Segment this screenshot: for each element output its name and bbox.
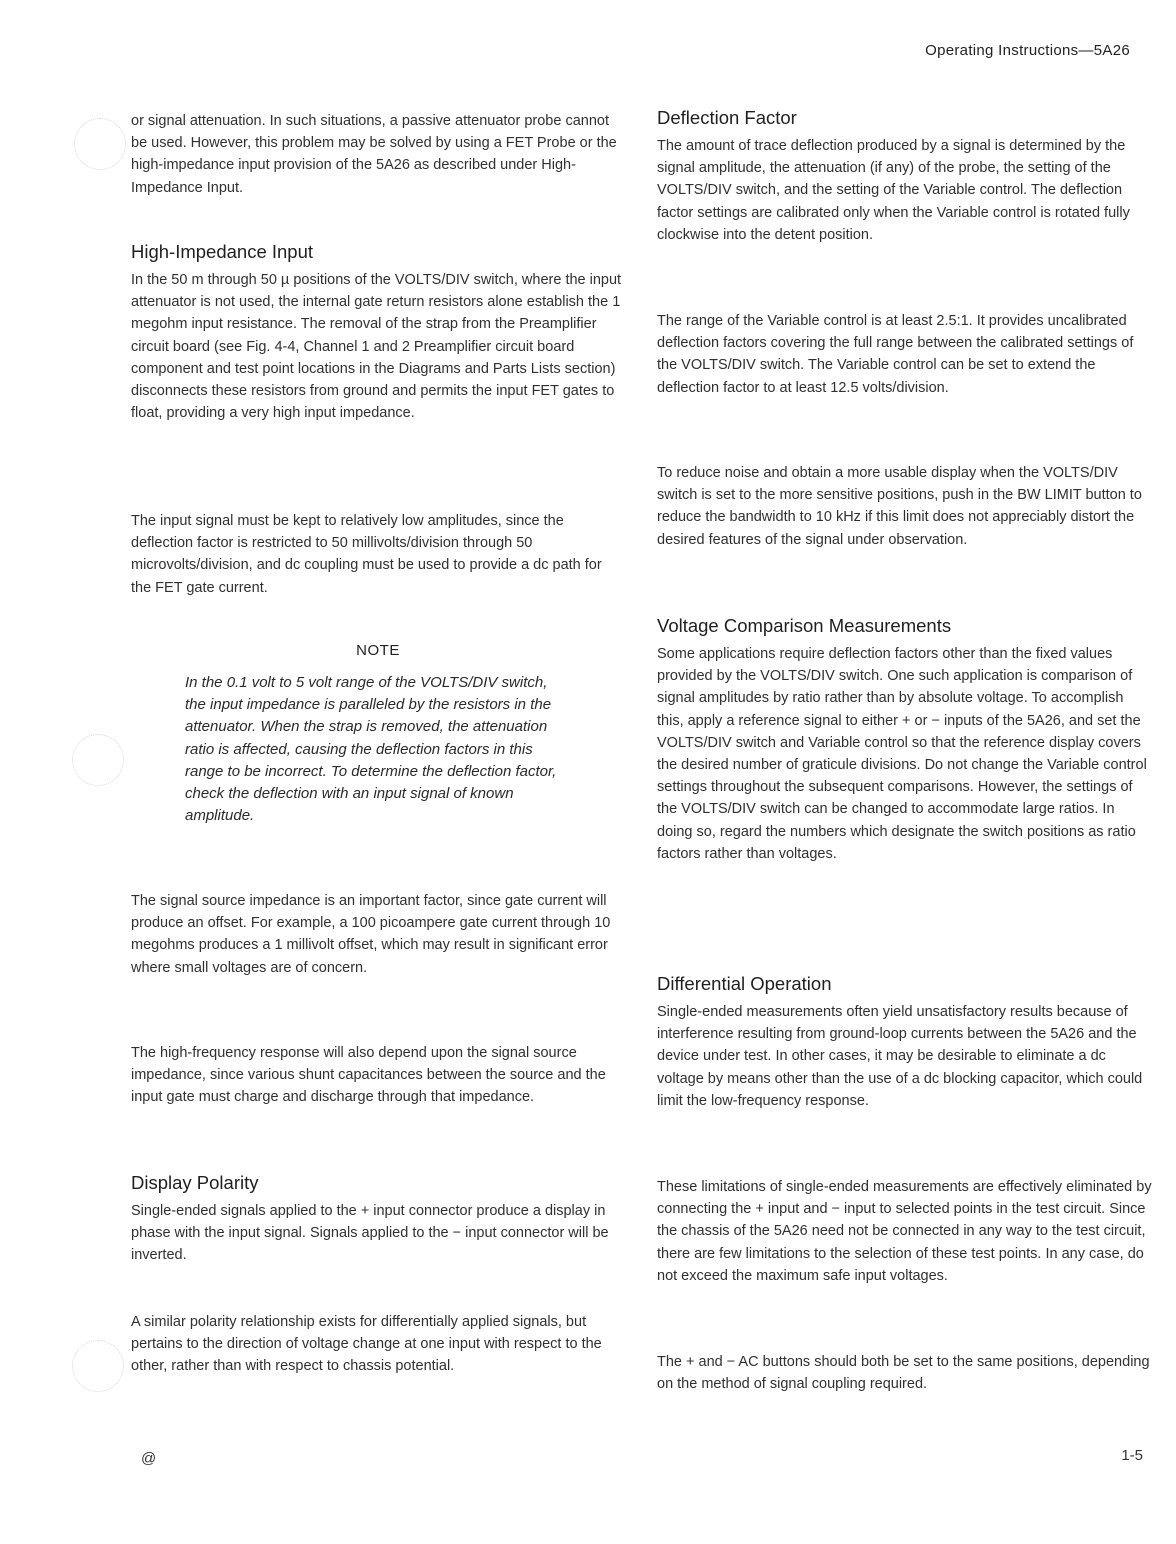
- note-title: NOTE: [356, 642, 400, 659]
- high-impedance-paragraph-2: The input signal must be kept to relatively low amplitudes, since the deflection factor is restricted to 50 millivolts/division through 50 microvolts/division, and dc coupling must be used to provide a dc path for the FET gate current.: [131, 513, 602, 596]
- page-number: 1-5: [1121, 1447, 1143, 1464]
- section-high-impedance: [131, 240, 625, 424]
- differential-operation-paragraph-3-block: [657, 1351, 1153, 1395]
- intro-paragraph: or signal attenuation. In such situations, a passive attenuator probe cannot be used. However, this problem may be solved by using a FET Probe or the high-impedance input provision of the 5A26 as described under High-Impedance Input.: [131, 113, 617, 196]
- section-differential-operation: [657, 972, 1153, 1112]
- intro-block: [131, 110, 625, 199]
- display-polarity-paragraph-2: A similar polarity relationship exists for differentially applied signals, but pertains to the direction of voltage change at one input with respect to the other, rather than with respect to chassis potential.: [131, 1314, 602, 1375]
- display-polarity-paragraph-2-block: [131, 1311, 625, 1378]
- voltage-comparison-paragraph-1: Some applications require deflection factors other than the fixed values provided by the VOLTS/DIV switch. One such application is comparison of signal amplitudes by ratio rather than by absolute voltage. To accomplish this, apply a reference signal to either + or − inputs of the 5A26, and set the VOLTS/DIV switch and Variable control so that the reference display covers the desired number of graticule divisions. Do not change the Variable control settings throughout the subsequent comparisons. However, the settings of the VOLTS/DIV switch can be changed to accommodate large ratios. In doing so, regard the numbers which designate the switch positions as ratio factors rather than voltages.: [657, 646, 1147, 862]
- punch-hole-top: [74, 118, 126, 170]
- heading-high-impedance: High-Impedance Input: [131, 241, 314, 262]
- deflection-factor-paragraph-1: The amount of trace deflection produced by a signal is determined by the signal amplitude, the attenuation (if any) of the probe, the setting of the VOLTS/DIV switch, and the setting of the Variable control. The deflection factor settings are calibrated only when the Variable control is rotated fully clockwise into the detent position.: [657, 138, 1130, 243]
- differential-operation-paragraph-2: These limitations of single-ended measurements are effectively eliminated by connecting the + input and − input to selected points in the test circuit. Since the chassis of the 5A26 need not be connected in any way to the test circuit, there are few limitations to the selection of these test points. In any case, do not exceed the maximum safe input voltages.: [657, 1179, 1152, 1284]
- high-impedance-paragraph-3-block: [131, 890, 625, 979]
- deflection-factor-paragraph-3: To reduce noise and obtain a more usable display when the VOLTS/DIV switch is set to the more sensitive positions, push in the BW LIMIT button to reduce the bandwidth to 10 kHz if this limit does not appreciably distort the desired features of the signal under observation.: [657, 465, 1142, 548]
- running-head: Operating Instructions—5A26: [925, 42, 1130, 59]
- deflection-factor-paragraph-3-block: [657, 462, 1153, 551]
- differential-operation-paragraph-3: The + and − AC buttons should both be set to the same positions, depending on the method of signal coupling required.: [657, 1354, 1150, 1393]
- section-display-polarity: [131, 1171, 625, 1267]
- differential-operation-paragraph-2-block: [657, 1176, 1153, 1287]
- punch-hole-bottom: [72, 1340, 124, 1392]
- heading-display-polarity: Display Polarity: [131, 1172, 259, 1193]
- section-deflection-factor: [657, 106, 1153, 246]
- high-impedance-paragraph-4: The high-frequency response will also depend upon the signal source impedance, since various shunt capacitances between the source and the input gate must charge and discharge through that impedance.: [131, 1045, 606, 1106]
- deflection-factor-paragraph-2: The range of the Variable control is at least 2.5:1. It provides uncalibrated deflection factors covering the full range between the calibrated settings of the VOLTS/DIV switch. The Variable control can be set to extend the deflection factor to at least 12.5 volts/division.: [657, 313, 1134, 396]
- section-voltage-comparison: [657, 614, 1153, 865]
- high-impedance-paragraph-1: In the 50 m through 50 µ positions of the VOLTS/DIV switch, where the input attenuator is not used, the internal gate return resistors alone establish the 1 megohm input resistance. The removal of the strap from the Preamplifier circuit board (see Fig. 4-4, Channel 1 and 2 Preamplifier circuit board component and test point locations in the Diagrams and Parts Lists section) disconnects these resistors from ground and permits the input FET gates to float, providing a very high input impedance.: [131, 272, 622, 422]
- footer-mark: @: [141, 1450, 157, 1467]
- high-impedance-paragraph-3: The signal source impedance is an important factor, since gate current will produce an offset. For example, a 100 picoampere gate current through 10 megohms produces a 1 millivolt offset, which may result in significant error where small voltages are of concern.: [131, 893, 611, 976]
- display-polarity-paragraph-1: Single-ended signals applied to the + input connector produce a display in phase with the input signal. Signals applied to the − input connector will be inverted.: [131, 1203, 609, 1264]
- deflection-factor-paragraph-2-block: [657, 310, 1153, 399]
- high-impedance-paragraph-2-block: [131, 510, 625, 599]
- note-body: In the 0.1 volt to 5 volt range of the VOLTS/DIV switch, the input impedance is paralleled by the resistors in the attenuator. When the strap is removed, the attenuation ratio is affected, causing the deflection factors in this range to be incorrect. To determine the deflection factor, check the deflection with an input signal of known amplitude.: [185, 674, 557, 825]
- differential-operation-paragraph-1: Single-ended measurements often yield unsatisfactory results because of interference resulting from ground-loop currents between the 5A26 and the device under test. In other cases, it may be desirable to eliminate a dc voltage by means other than the use of a dc blocking capacitor, which could limit the low-frequency response.: [657, 1004, 1143, 1109]
- punch-hole-middle: [72, 734, 124, 786]
- heading-deflection-factor: Deflection Factor: [657, 107, 797, 128]
- high-impedance-paragraph-4-block: [131, 1042, 625, 1109]
- heading-voltage-comparison: Voltage Comparison Measurements: [657, 615, 952, 636]
- heading-differential-operation: Differential Operation: [657, 973, 832, 994]
